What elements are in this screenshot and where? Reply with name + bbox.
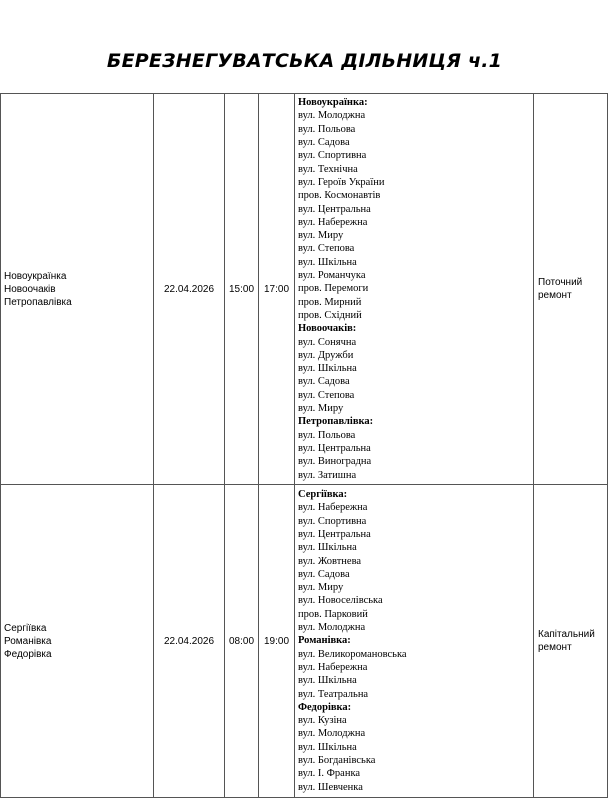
outage-schedule-table [0,93,608,798]
work-type-line: Поточний [538,277,583,288]
village-name: Федорівка [4,648,52,660]
street-item: пров. Перемоги [298,283,369,295]
streets-cell [295,485,534,798]
street-item: вул. Сонячна [298,336,357,348]
time-from-cell: 08:00 [225,485,259,798]
street-item: пров. Мирний [298,296,362,308]
street-item: пров. Парковий [298,608,368,620]
street-item: вул. Шкільна [298,256,357,268]
street-item: вул. Затишна [298,469,357,481]
village-heading: Новоочаків: [298,323,357,335]
village-heading: Петропавлівка: [298,416,374,428]
street-item: вул. Центральна [298,442,371,454]
time-to-cell: 19:00 [259,485,295,798]
street-item: вул. Шкільна [298,741,357,753]
work-type-line: Капітальний [538,629,595,640]
street-item: вул. Театральна [298,688,369,700]
street-item: вул. Шкільна [298,675,357,687]
villages-cell [1,94,154,485]
table-row [1,485,608,798]
street-item: вул. Шкільна [298,363,357,375]
time-to-cell: 17:00 [259,94,295,485]
village-heading: Романівка: [298,635,351,647]
street-item: вул. Технічна [298,163,358,175]
street-item: вул. Миру [298,582,344,594]
table-row [1,94,608,485]
street-item: вул. Центральна [298,528,371,540]
street-item: вул. Спортивна [298,150,367,162]
street-item: пров. Космонавтів [298,190,381,202]
village-heading: Новоукраїнка: [298,97,368,109]
work-type-line: ремонт [538,642,572,653]
village-heading: Федорівка: [298,701,352,713]
work-type-line: ремонт [538,290,572,301]
street-item: вул. Романчука [298,270,366,282]
street-item: вул. Набережна [298,661,368,673]
village-name: Романівка [4,635,52,647]
street-item: вул. Польова [298,429,356,441]
street-item: вул. Садова [298,568,350,580]
streets-cell [295,94,534,485]
village-name: Сергіївка [4,622,47,634]
street-item: вул. Кузіна [298,715,347,727]
street-item: вул. Новоселівська [298,595,383,607]
street-item: вул. Набережна [298,502,368,514]
time-from-cell: 15:00 [225,94,259,485]
village-name: Петропавлівка [4,296,72,308]
street-item: вул. І. Франка [298,768,361,780]
village-heading: Сергіївка: [298,489,348,501]
street-item: вул. Жовтнева [298,555,362,567]
street-item: вул. Польова [298,123,356,135]
village-name: Новоукраїнка [4,270,67,282]
date-cell: 22.04.2026 [154,94,225,485]
street-item: вул. Героїв України [298,176,385,188]
street-item: вул. Виноградна [298,456,372,468]
street-item: вул. Центральна [298,203,371,215]
street-item: пров. Східний [298,309,362,321]
street-item: вул. Молоджна [298,622,366,634]
street-item: вул. Спортивна [298,515,367,527]
work-type-cell [534,94,608,485]
street-item: вул. Степова [298,243,355,255]
date-cell: 22.04.2026 [154,485,225,798]
street-item: вул. Миру [298,403,344,415]
street-item: вул. Молоджна [298,110,366,122]
street-item: вул. Дружби [298,349,354,361]
street-item: вул. Шкільна [298,542,357,554]
work-type-cell [534,485,608,798]
street-item: вул. Садова [298,137,350,149]
street-item: вул. Великоромановська [298,648,407,660]
street-item: вул. Садова [298,376,350,388]
villages-cell [1,485,154,798]
page-title: БЕРЕЗНЕГУВАТСЬКА ДІЛЬНИЦЯ ч.1 [106,50,503,72]
street-item: вул. Набережна [298,216,368,228]
street-item: вул. Молоджна [298,728,366,740]
street-item: вул. Шевченка [298,781,363,793]
village-name: Новоочаків [4,283,56,295]
street-item: вул. Степова [298,389,355,401]
street-item: вул. Миру [298,230,344,242]
street-item: вул. Богданівська [298,755,376,767]
